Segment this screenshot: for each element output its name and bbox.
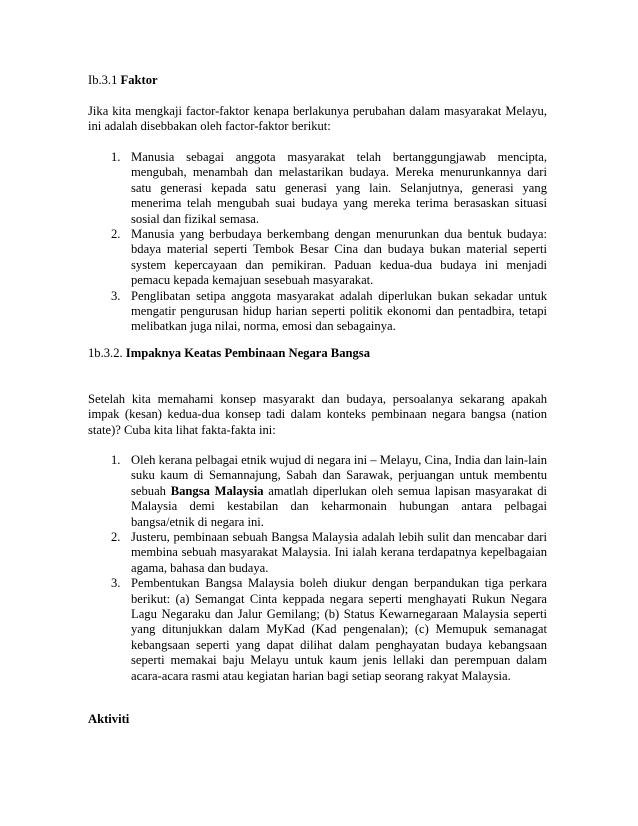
list-item-text: amatlah diperlukan oleh semua lapisan masyarakat di Malaysia demi kestabilan dan keharmonain hubungan antara pelbagai bangsa/etnik di negara ini.	[131, 483, 547, 529]
section-intro-paragraph: Setelah kita memahami konsep masyarakt dan budaya, persoalanya sekarang apakah impak (kesan) kedua-dua konsep tadi dalam konteks pembinaan negara bangsa (nation state)? Cuba kita lihat fakta-fakta ini:	[88, 392, 547, 437]
bold-phrase: Bangsa Malaysia	[170, 483, 264, 498]
section-number: Ib.3.1	[88, 73, 118, 87]
list-item-text: Manusia sebagai anggota masyarakat telah bertanggungjawab mencipta, mengubah, menambah dan melastarikan budaya. Mereka menurunkannya dari satu generasi kepada satu generasi yang lain. Selanjutnya, generasi yang menerima telah mengubah suai budaya yang mereka terima berasaskan situasi sosial dan fizikal semasa.	[131, 150, 547, 226]
list-item-number: 1.	[111, 150, 121, 164]
list-item	[88, 150, 547, 227]
list-item-text: Justeru, pembinaan sebuah Bangsa Malaysia adalah lebih sulit dan mencabar dari membina sebuah masyarakat Malaysia. Ini ialah kerana terdapatnya kepelbagaian agama, bahasa dan budaya.	[131, 530, 547, 575]
list-item-text: Penglibatan setipa anggota masyarakat adalah diperlukan bukan sekadar untuk mengatir pengurusan hidup harian seperti politik ekonomi dan pentadbira, tetapi melibatkan juga nilai, norma, emosi dan sebagainya.	[131, 288, 547, 334]
section-number: 1b.3.2.	[88, 346, 123, 360]
list-item-number: 2.	[111, 530, 121, 545]
list-item-number: 2.	[111, 227, 121, 242]
section-heading-impak	[88, 346, 370, 361]
section-title: Faktor	[120, 73, 158, 87]
factor-list	[88, 150, 547, 335]
list-item	[88, 289, 547, 335]
list-item-text: Oleh kerana pelbagai etnik wujud di negara ini – Melayu, Cina, India dan lain-lain suku kaum di Semannajung, Sabah dan Sarawak, perjuangan untuk membentu sebuah	[131, 453, 547, 498]
list-item-text: Manusia yang berbudaya berkembang dengan menurunkan dua bentuk budaya: bdaya material seperti Tembok Besar Cina dan budaya bukan material seperti system kepercayaan dan pemikiran. Paduan kedua-dua budaya ini menjadi pemacu kepada kemajuan sesebuah masyarakat.	[131, 227, 547, 288]
section-intro-paragraph: Jika kita mengkaji factor-faktor kenapa berlakunya perubahan dalam masyarakat Melayu, ini adalah disebbakan oleh factor-faktor berikut:	[88, 104, 547, 134]
section-title: Impaknya Keatas Pembinaan Negara Bangsa	[125, 346, 370, 360]
list-item	[88, 227, 547, 289]
fact-list	[88, 453, 547, 684]
list-item	[88, 530, 547, 576]
list-item-number: 1.	[111, 453, 121, 467]
list-item	[88, 453, 547, 530]
section-heading-aktiviti: Aktiviti	[88, 712, 130, 726]
list-item-number: 3.	[111, 576, 121, 591]
section-heading-faktor	[88, 73, 158, 88]
list-item	[88, 576, 547, 684]
list-item-text: Pembentukan Bangsa Malaysia boleh diukur dengan berpandukan tiga perkara berikut: (a) Semangat Cinta keppada negara seperti menghayati Rukun Negara Lagu Negaraku dan Jalur Gemilang; (b) Status Kewarnegaraan Malaysia seperti yang ditunjukkan dalam MyKad (Kad pengenalan); (c) Memupuk semanagat kebangsaan seperti yang dapat dilihat dalam penghayatan budaya kebangsaan seperti memakai baju Melayu untuk kaum jenis lellaki dan perempuan dalam acara-acara rasmi atau kegiatan harian bagi setiap seorang rakyat Malaysia.	[131, 576, 547, 683]
list-item-number: 3.	[111, 288, 121, 303]
